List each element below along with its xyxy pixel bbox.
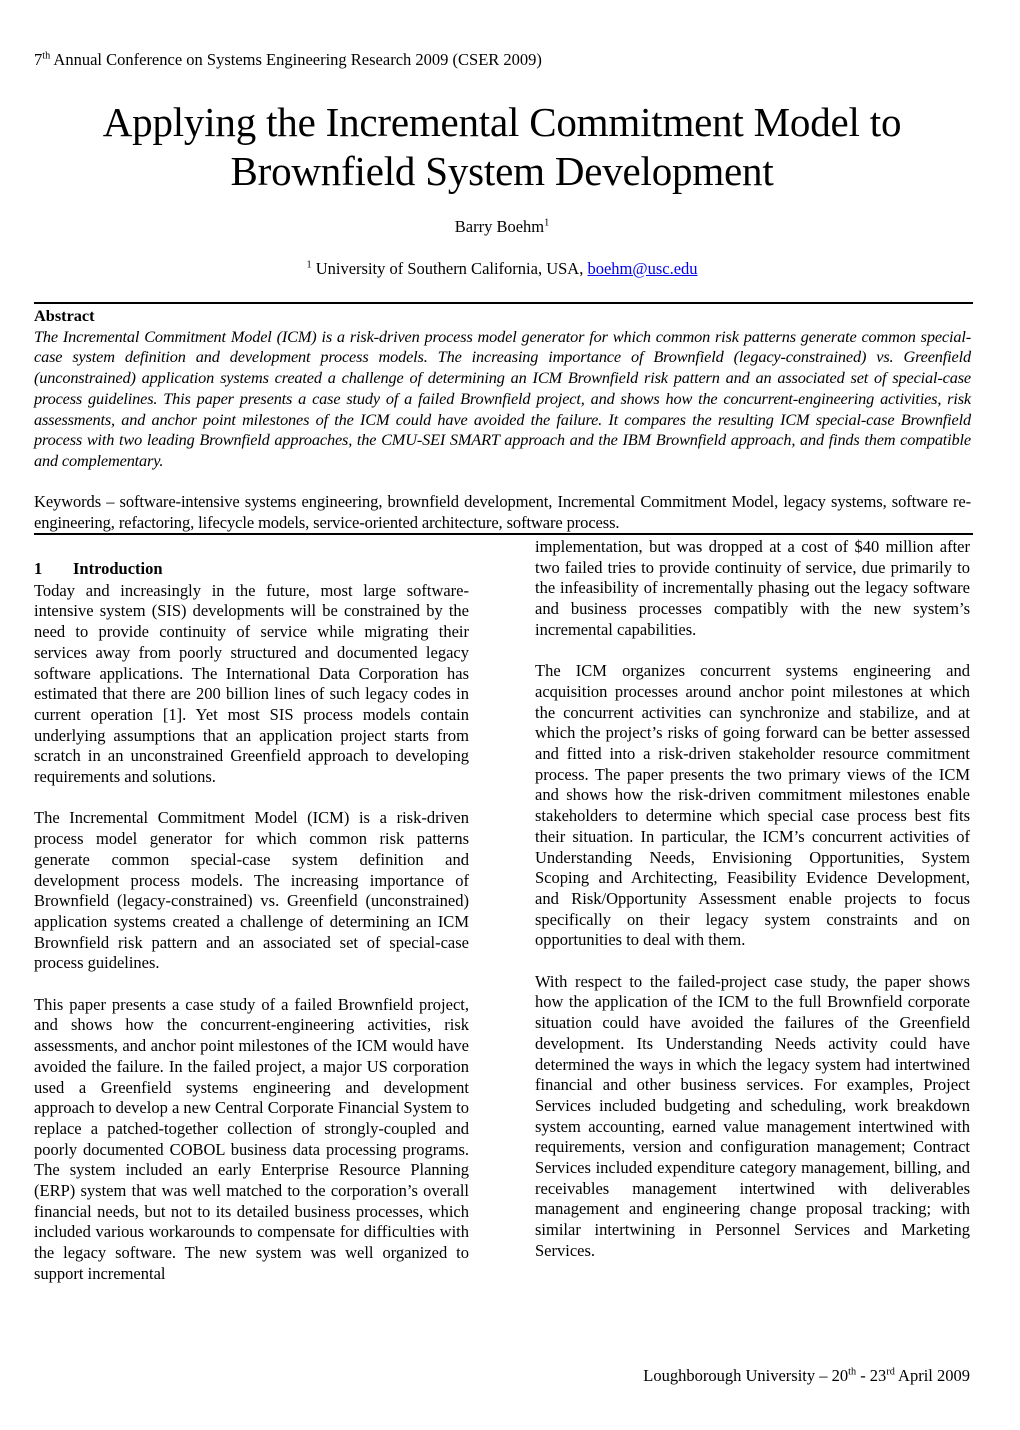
affiliation-mark: 1: [306, 259, 312, 271]
author-email-link[interactable]: boehm@usc.edu: [587, 259, 698, 278]
intro-paragraph-5: With respect to the failed-project case study, the paper shows how the application of the ICM to the full Brownfield corporate situation could have avoided the failures of the Greenfield development. Its Understanding Needs activity could have determined the ways in which the legacy system had intertwined financial and other business services. For examples, Project Services included budgeting and scheduling, work breakdown system accounting, earned value management intertwined with requirements, version and configuration management; Contract Services included expenditure category management, billing, and receivables management intertwined with deliverables management and engineering change proposal tracking; with similar intertwining in Personnel Services and Marketing Services.: [535, 971, 970, 1260]
section-heading-introduction: [34, 559, 469, 580]
paper-title-line-2: Brownfield System Development: [230, 148, 774, 194]
affiliation-line: [0, 259, 1004, 279]
intro-paragraph-3: This paper presents a case study of a failed Brownfield project, and shows how the concurrent-engineering activities, risk assessments, and anchor point milestones of the ICM would have avoided the failure. In the failed project, a major US corporation used a Greenfield systems engineering and development approach to develop a new Central Corporate Financial System to replace a patched-together collection of strongly-coupled and poorly documented COBOL business data processing programs. The system included an early Enterprise Resource Planning (ERP) system that was well matched to the corporation’s overall financial needs, but not to its detailed business processes, which included various workarounds to compensate for difficulties with the legacy software. The new system was well organized to support incremental: [34, 994, 469, 1283]
intro-paragraph-1: Today and increasingly in the future, most large software-intensive system (SIS) developments will be constrained by the need to provide continuity of service while migrating their services away from poorly structured and documented legacy software applications. The International Data Corporation has estimated that there are 200 billion lines of such legacy codes in current operation [1]. Yet most SIS process models contain underlying assumptions that an application project starts from scratch in an unconstrained Greenfield approach to developing requirements and solutions.: [34, 580, 469, 787]
abstract-heading: Abstract: [34, 306, 95, 325]
left-column: [34, 559, 469, 1285]
intro-paragraph-4: The ICM organizes concurrent systems engineering and acquisition processes around anchor point milestones at which the concurrent activities can synchronize and stabilize, and at which the project’s risks of going forward can be better assessed and fitted into a risk-driven stakeholder resource commitment process. The paper presents the two primary views of the ICM and shows how the risk-driven commitment milestones enable stakeholders to determine which special case process best fits their situation. In particular, the ICM’s concurrent activities of Understanding Needs, Envisioning Opportunities, System Scoping and Architecting, Feasibility Evidence Development, and Risk/Opportunity Assessment enable projects to focus specifically on their legacy system constraints and on opportunities to deal with them.: [535, 661, 970, 950]
footer-separator: - 23: [856, 1366, 887, 1385]
abstract-text: The Incremental Commitment Model (ICM) is a risk-driven process model generator for which common risk patterns generate common special-case system definition and development process models. The increasing importance of Brownfield (legacy-constrained) vs. Greenfield (unconstrained) application systems created a challenge of determining an ICM Brownfield risk pattern and an associated set of special-case process guidelines. This paper presents a case study of a failed Brownfield project, and shows how the concurrent-engineering activities, risk assessments, and anchor point milestones of the ICM could have avoided the failure. It compares the resulting ICM special-case Brownfield process with two leading Brownfield approaches, the CMU-SEI SMART approach and the IBM Brownfield approach, and finds them compatible and complementary.: [34, 326, 971, 470]
footer-end-suffix: rd: [886, 1366, 895, 1378]
conference-name: Annual Conference on Systems Engineering Research 2009 (CSER 2009): [50, 50, 542, 69]
author-line: [0, 217, 1004, 237]
section-number: 1: [34, 559, 43, 578]
intro-paragraph-3-continued: implementation, but was dropped at a cost of $40 million after two failed tries to provide continuity of service, due primarily to the infeasibility of incrementally phasing out the legacy software and business processes compatibly with the new system’s incremental capabilities.: [535, 537, 970, 639]
footer-start-suffix: th: [848, 1366, 857, 1378]
abstract-section: [34, 306, 971, 472]
footer-venue: Loughborough University – 20: [643, 1366, 849, 1385]
keywords: Keywords – software-intensive systems engineering, brownfield development, Incremental Commitment Model, legacy systems, software re-engineering, refactoring, lifecycle models, service-oriented architecture, software process.: [34, 492, 971, 532]
conference-ordinal-suffix: th: [42, 50, 51, 62]
page-footer: [643, 1366, 970, 1386]
paper-title-line-1: Applying the Incremental Commitment Model to: [102, 99, 902, 145]
affiliation-text: University of Southern California, USA,: [311, 259, 588, 278]
author-affiliation-mark: 1: [544, 217, 550, 229]
footer-month-year: April 2009: [894, 1366, 970, 1385]
right-column: [535, 537, 970, 1262]
section-title: Introduction: [73, 559, 163, 578]
intro-paragraph-2: The Incremental Commitment Model (ICM) is a risk-driven process model generator for which common risk patterns generate common special-case system definition and development process models. The increasing importance of Brownfield (legacy-constrained) vs. Greenfield (unconstrained) application systems created a challenge of determining an ICM Brownfield risk pattern and an associated set of special-case process guidelines.: [34, 808, 469, 973]
conference-header: [34, 50, 542, 70]
author-name: Barry Boehm: [454, 217, 545, 236]
abstract-top-rule: [34, 302, 973, 304]
paper-title: [0, 98, 1004, 196]
keywords-bottom-rule: [34, 533, 973, 535]
conference-ordinal: 7: [34, 50, 43, 69]
